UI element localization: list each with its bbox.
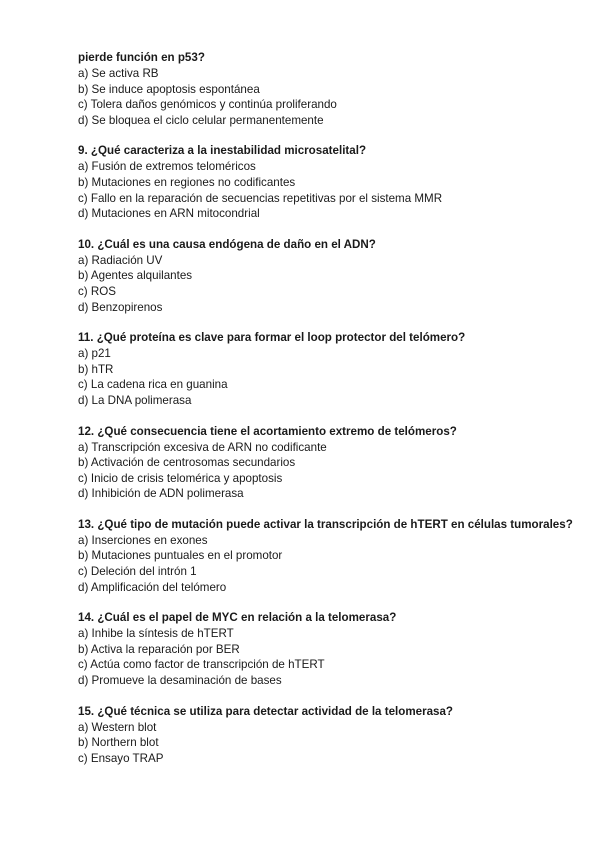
option-c: c) Inicio de crisis telomérica y apoptosis bbox=[78, 471, 283, 485]
option-b: b) Se induce apoptosis espontánea bbox=[78, 82, 260, 96]
question-block-12 bbox=[78, 424, 578, 502]
question-block-11 bbox=[78, 330, 578, 408]
option-a: a) p21 bbox=[78, 347, 111, 361]
question-text: 12. ¿Qué consecuencia tiene el acortamiento extremo de telómeros? bbox=[78, 424, 457, 438]
document-page bbox=[78, 50, 578, 781]
question-block-15 bbox=[78, 704, 578, 767]
option-c: c) ROS bbox=[78, 284, 117, 298]
question-block-13 bbox=[78, 517, 578, 595]
option-d: d) Se bloquea el ciclo celular permanentemente bbox=[78, 113, 324, 127]
question-block-10 bbox=[78, 237, 578, 315]
option-a: a) Inhibe la síntesis de hTERT bbox=[78, 627, 234, 641]
option-d: d) Benzopirenos bbox=[78, 300, 163, 314]
option-b: b) Activación de centrosomas secundarios bbox=[78, 456, 296, 470]
option-b: b) Mutaciones en regiones no codificantes bbox=[78, 175, 296, 189]
option-c: c) Deleción del intrón 1 bbox=[78, 565, 197, 579]
option-b: b) Mutaciones puntuales en el promotor bbox=[78, 549, 283, 563]
option-a: a) Radiación UV bbox=[78, 253, 163, 267]
option-c: c) La cadena rica en guanina bbox=[78, 378, 228, 392]
question-text: 9. ¿Qué caracteriza a la inestabilidad microsatelital? bbox=[78, 144, 367, 158]
option-c: c) Actúa como factor de transcripción de hTERT bbox=[78, 658, 325, 672]
option-a: a) Western blot bbox=[78, 720, 157, 734]
option-d: d) Amplificación del telómero bbox=[78, 580, 227, 594]
option-d: d) La DNA polimerasa bbox=[78, 393, 192, 407]
question-text: 11. ¿Qué proteína es clave para formar el loop protector del telómero? bbox=[78, 331, 466, 345]
option-c: c) Fallo en la reparación de secuencias repetitivas por el sistema MMR bbox=[78, 191, 443, 205]
option-b: b) Agentes alquilantes bbox=[78, 269, 193, 283]
question-text: 15. ¿Qué técnica se utiliza para detectar actividad de la telomerasa? bbox=[78, 704, 454, 718]
option-a: a) Transcripción excesiva de ARN no codificante bbox=[78, 440, 327, 454]
option-c: c) Ensayo TRAP bbox=[78, 751, 164, 765]
option-c: c) Tolera daños genómicos y continúa proliferando bbox=[78, 98, 337, 112]
option-d: d) Mutaciones en ARN mitocondrial bbox=[78, 207, 260, 221]
option-d: d) Inhibición de ADN polimerasa bbox=[78, 487, 244, 501]
option-b: b) hTR bbox=[78, 362, 114, 376]
question-text: 10. ¿Cuál es una causa endógena de daño en el ADN? bbox=[78, 237, 376, 251]
option-a: a) Inserciones en exones bbox=[78, 533, 208, 547]
question-text: 13. ¿Qué tipo de mutación puede activar la transcripción de hTERT en células tumorales? bbox=[78, 517, 573, 531]
question-block-14 bbox=[78, 610, 578, 688]
option-b: b) Activa la reparación por BER bbox=[78, 642, 240, 656]
option-b: b) Northern blot bbox=[78, 736, 159, 750]
option-a: a) Fusión de extremos teloméricos bbox=[78, 160, 256, 174]
option-d: d) Promueve la desaminación de bases bbox=[78, 674, 282, 688]
question-text: 14. ¿Cuál es el papel de MYC en relación a la telomerasa? bbox=[78, 611, 397, 625]
question-text: pierde función en p53? bbox=[78, 51, 205, 64]
option-a: a) Se activa RB bbox=[78, 67, 159, 80]
question-block-9 bbox=[78, 143, 578, 221]
question-block-8 bbox=[78, 50, 578, 128]
